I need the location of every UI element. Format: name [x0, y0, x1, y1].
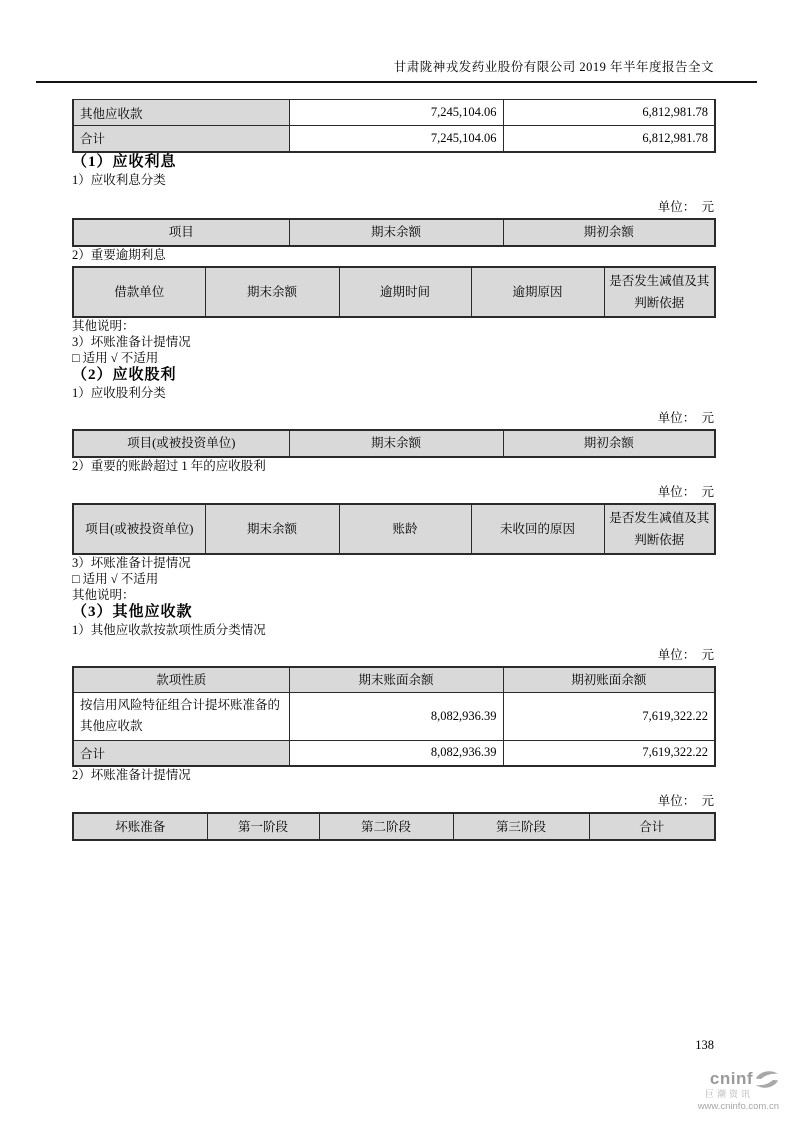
header-row: [73, 219, 715, 246]
cninfo-watermark: [698, 1070, 779, 1112]
interest-classification-table: [72, 218, 716, 247]
col-header-item: 项目(或被投资单位): [73, 430, 289, 457]
table-row-total: [73, 126, 715, 152]
col-header-baddebt: 坏账准备: [73, 813, 207, 840]
table-row: [73, 100, 715, 126]
subitem-important-overdue-interest: 2）重要逾期利息: [72, 247, 166, 262]
closing-balance-value: 7,245,104.06: [289, 126, 503, 152]
col-header-stage1: 第一阶段: [207, 813, 319, 840]
unit-label: 单位： 元: [657, 647, 714, 662]
section-title-interest-receivable: （1）应收利息: [72, 153, 177, 170]
col-header-impairment: 是否发生减值及其判断依据: [604, 267, 715, 317]
page-header: [36, 0, 757, 83]
col-header-item: 项目(或被投资单位): [73, 504, 205, 554]
col-header-closing: 期末余额: [205, 504, 339, 554]
closing-balance-value: 8,082,936.39: [289, 692, 503, 740]
opening-balance-value: 6,812,981.78: [503, 100, 715, 126]
col-header-uncollected-reason: 未收回的原因: [471, 504, 604, 554]
other-note-label: 其他说明：: [72, 587, 135, 602]
dividend-classification-table: [72, 429, 716, 458]
col-header-opening: 期初余额: [503, 219, 715, 246]
baddebt-stage-table: [72, 812, 716, 841]
closing-balance-value: 7,245,104.06: [289, 100, 503, 126]
header-row: [73, 667, 715, 693]
applicability-line: □ 适用 √ 不适用: [72, 571, 159, 586]
row-label: 按信用风险特征组合计提坏账准备的其他应收款: [73, 692, 289, 740]
cninfo-brand-text: cninf: [709, 1069, 753, 1089]
subitem-baddebt-provision: 3）坏账准备计提情况: [72, 555, 191, 570]
col-header-impairment: 是否发生减值及其判断依据: [604, 504, 715, 554]
header-row: [73, 430, 715, 457]
subitem-dividend-classification: 1）应收股利分类: [72, 385, 166, 400]
other-note-label: 其他说明：: [72, 318, 135, 333]
section-title-other-receivables: （3）其他应收款: [72, 603, 193, 620]
other-receivables-summary-table: [72, 99, 716, 153]
closing-balance-value: 8,082,936.39: [289, 740, 503, 766]
row-label: 合计: [73, 740, 289, 766]
col-header-stage3: 第三阶段: [453, 813, 589, 840]
section-title-dividend-receivable: （2）应收股利: [72, 366, 177, 383]
page-content: [72, 99, 714, 841]
table-row: [73, 692, 715, 740]
unit-label: 单位： 元: [657, 484, 714, 499]
cninfo-brand-chinese: 巨潮资讯: [704, 1089, 753, 1099]
cninfo-logo-row: [698, 1070, 779, 1089]
unit-label: 单位： 元: [657, 199, 714, 214]
opening-balance-value: 7,619,322.22: [503, 692, 715, 740]
col-header-opening-book: 期初账面余额: [503, 667, 715, 693]
col-header-opening: 期初余额: [503, 430, 715, 457]
nature-classification-table: [72, 666, 716, 768]
subitem-aged-dividends: 2）重要的账龄超过 1 年的应收股利: [72, 458, 266, 473]
subitem-baddebt-provision: 3）坏账准备计提情况: [72, 334, 191, 349]
subitem-interest-classification: 1）应收利息分类: [72, 172, 166, 187]
row-label: 其他应收款: [73, 100, 289, 126]
col-header-borrower: 借款单位: [73, 267, 205, 317]
col-header-overdue-reason: 逾期原因: [471, 267, 604, 317]
cninfo-url: www.cninfo.com.cn: [697, 1100, 779, 1112]
overdue-interest-table: [72, 266, 716, 318]
col-header-total: 合计: [589, 813, 715, 840]
subitem-nature-classification: 1）其他应收款按款项性质分类情况: [72, 622, 266, 637]
header-row: [73, 267, 715, 317]
page-number: 138: [695, 1038, 714, 1052]
header-row: [73, 813, 715, 840]
table-row-total: [73, 740, 715, 766]
subitem-baddebt-provision: 2）坏账准备计提情况: [72, 768, 191, 782]
opening-balance-value: 6,812,981.78: [503, 126, 715, 152]
col-header-nature: 款项性质: [73, 667, 289, 693]
applicability-line: □ 适用 √ 不适用: [72, 350, 159, 365]
col-header-closing: 期末余额: [289, 219, 503, 246]
col-header-closing: 期末余额: [289, 430, 503, 457]
col-header-item: 项目: [73, 219, 289, 246]
row-label: 合计: [73, 126, 289, 152]
col-header-closing-book: 期末账面余额: [289, 667, 503, 693]
header-row: [73, 504, 715, 554]
opening-balance-value: 7,619,322.22: [503, 740, 715, 766]
col-header-closing: 期末余额: [205, 267, 339, 317]
unit-label: 单位： 元: [657, 794, 714, 808]
col-header-aging: 账龄: [339, 504, 471, 554]
report-title: 甘肃陇神戎发药业股份有限公司 2019 年半年度报告全文: [393, 60, 714, 74]
col-header-overdue-time: 逾期时间: [339, 267, 471, 317]
col-header-stage2: 第二阶段: [319, 813, 453, 840]
cninfo-logo-icon: [755, 1070, 779, 1089]
aged-dividend-table: [72, 503, 716, 555]
unit-label: 单位： 元: [657, 410, 714, 425]
